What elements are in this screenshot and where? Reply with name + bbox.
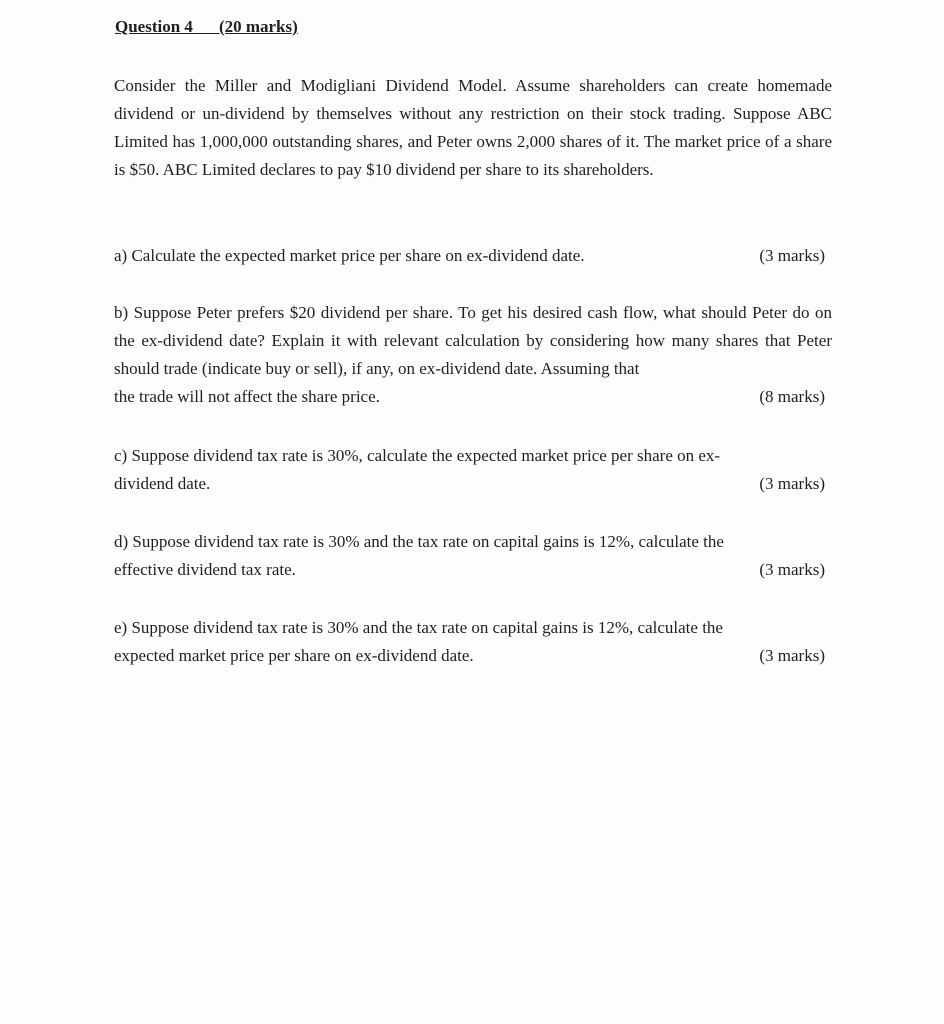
question-heading: [115, 17, 298, 37]
part-a-marks: (3 marks): [759, 246, 825, 265]
heading-underline-gap: [193, 17, 219, 34]
part-d: [114, 528, 832, 584]
part-b-last-text: the trade will not affect the share price.: [114, 387, 380, 406]
part-a-text: a) Calculate the expected market price per share on ex-dividend date.: [114, 246, 585, 265]
part-d-last-text: effective dividend tax rate.: [114, 560, 296, 579]
part-c-text: c) Suppose dividend tax rate is 30%, calculate the expected market price per share on ex-: [114, 446, 721, 465]
part-e-marks: (3 marks): [759, 646, 825, 665]
part-a-line: [114, 242, 825, 270]
part-c-last-text: dividend date.: [114, 474, 211, 493]
question-total-marks: (20 marks): [218, 17, 298, 36]
part-b-text: b) Suppose Peter prefers $20 dividend per share. To get his desired cash flow, what should Peter do on the ex-dividend date? Explain it with relevant calculation by considering how many shares that Peter should trade (indicate buy or sell), if any, on ex-dividend date. Assuming that: [114, 303, 832, 378]
question-title: Question 4: [115, 17, 193, 36]
part-b-marks: (8 marks): [759, 387, 825, 406]
part-c-last-line: [114, 470, 825, 498]
part-a: [114, 242, 832, 270]
part-d-marks: (3 marks): [759, 560, 825, 579]
part-b: [114, 299, 832, 411]
part-e-text: e) Suppose dividend tax rate is 30% and the tax rate on capital gains is 12%, calculate the: [114, 618, 723, 637]
part-c-marks: (3 marks): [759, 474, 825, 493]
question-intro: Consider the Miller and Modigliani Dividend Model. Assume shareholders can create homemade dividend or un-dividend by themselves without any restriction on their stock trading. Suppose ABC Limited has 1,000,000 outstanding shares, and Peter owns 2,000 shares of it. The market price of a share is $50. ABC Limited declares to pay $10 dividend per share to its shareholders.: [114, 76, 832, 179]
part-c: [114, 442, 832, 498]
part-b-last-line: [114, 383, 825, 411]
part-e-last-line: [114, 642, 825, 670]
part-e: [114, 614, 832, 670]
part-d-text: d) Suppose dividend tax rate is 30% and the tax rate on capital gains is 12%, calculate the: [114, 532, 724, 551]
part-d-last-line: [114, 556, 825, 584]
part-e-last-text: expected market price per share on ex-dividend date.: [114, 646, 474, 665]
